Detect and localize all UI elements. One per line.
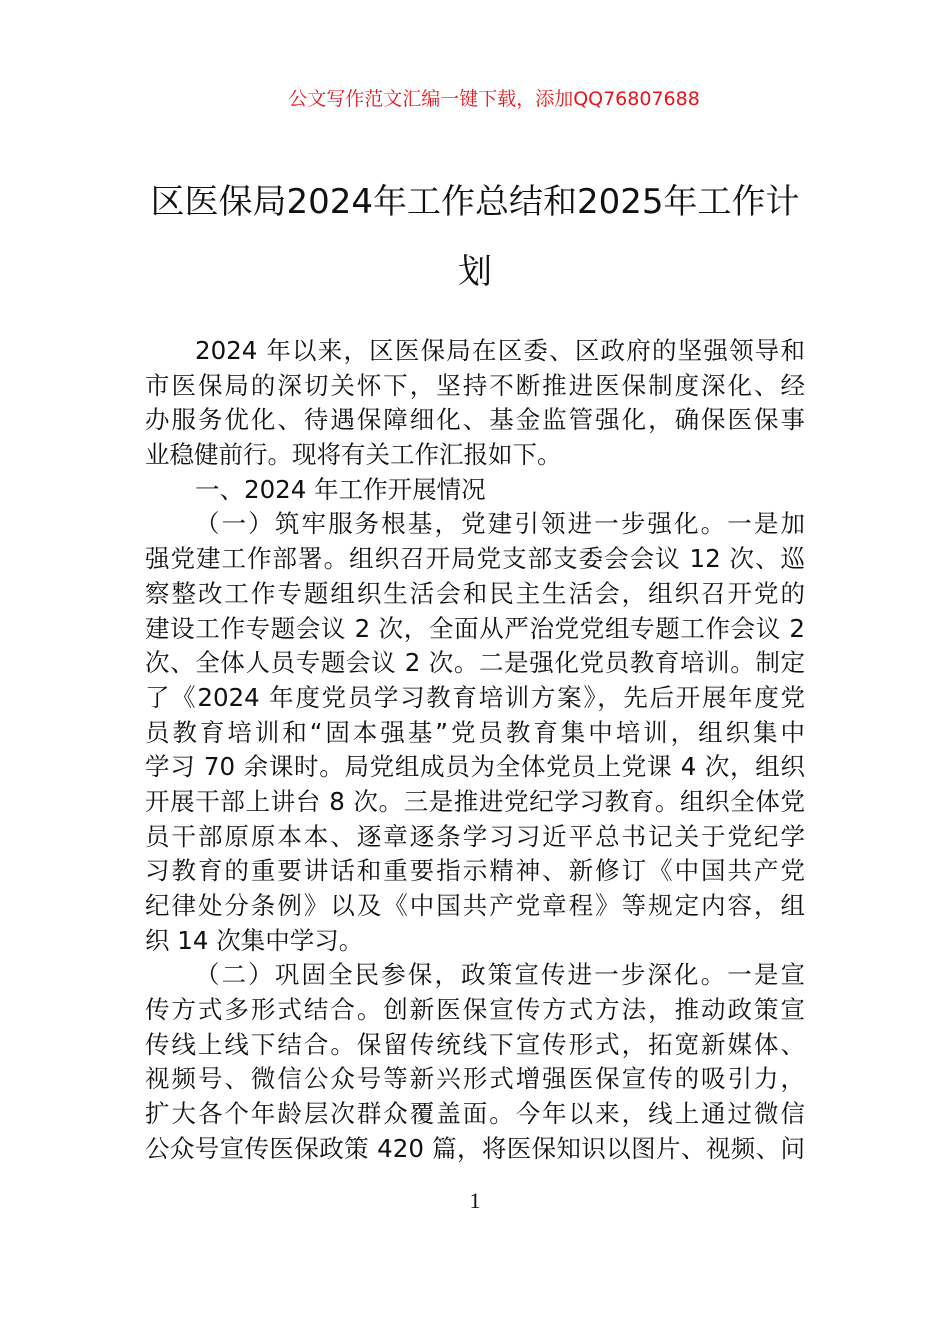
document-title: 区医保局2024年工作总结和2025年工作计 bbox=[150, 182, 800, 222]
body-text-line: 建设工作专题会议 2 次，全面从严治党党组专题工作会议 2 bbox=[145, 613, 805, 643]
document-title-continued: 划 bbox=[458, 252, 492, 292]
body-text-line: 传线上线下结合。保留传统线下宣传形式，拓宽新媒体、 bbox=[145, 1029, 805, 1059]
body-text-line: 开展干部上讲台 8 次。三是推进党纪学习教育。组织全体党 bbox=[145, 786, 805, 816]
body-text-line: 察整改工作专题组织生活会和民主生活会，组织召开党的 bbox=[145, 578, 805, 608]
body-text-line: 传方式多形式结合。创新医保宣传方式方法，推动政策宣 bbox=[145, 995, 805, 1025]
body-text-line: 2024 年以来，区医保局在区委、区政府的坚强领导和 bbox=[195, 336, 805, 365]
body-text-line: 扩大各个年龄层次群众覆盖面。今年以来，线上通过微信 bbox=[145, 1099, 805, 1129]
body-text-line: 员教育培训和“固本强基”党员教育集中培训，组织集中 bbox=[145, 717, 805, 747]
body-text-line: 视频号、微信公众号等新兴形式增强医保宣传的吸引力， bbox=[145, 1064, 805, 1094]
body-text-line: 市医保局的深切关怀下，坚持不断推进医保制度深化、经 bbox=[145, 370, 805, 400]
body-text-line: （一）筑牢服务根基，党建引领进一步强化。一是加 bbox=[195, 509, 805, 539]
body-text-line: 公众号宣传医保政策 420 篇，将医保知识以图片、视频、问 bbox=[145, 1133, 805, 1163]
document-body bbox=[145, 334, 805, 1167]
body-text-line: 学习 70 余课时。局党组成员为全体党员上党课 4 次，组织 bbox=[145, 752, 805, 782]
body-text-line: 织 14 次集中学习。 bbox=[145, 925, 364, 955]
body-text-line: 强党建工作部署。组织召开局党支部支委会会议 12 次、巡 bbox=[145, 544, 805, 574]
body-text-line: 业稳健前行。现将有关工作汇报如下。 bbox=[145, 440, 562, 470]
body-text-line: 了《2024 年度党员学习教育培训方案》，先后开展年度党 bbox=[145, 682, 805, 712]
body-text-line: 员干部原原本本、逐章逐条学习习近平总书记关于党纪学 bbox=[145, 821, 805, 851]
page-number: 1 bbox=[469, 1188, 481, 1213]
body-text-line: （二）巩固全民参保，政策宣传进一步深化。一是宣 bbox=[195, 960, 805, 990]
header-watermark: 公文写作范文汇编一键下载，添加QQ76807688 bbox=[288, 88, 700, 110]
body-text-line: 一、2024 年工作开展情况 bbox=[195, 474, 486, 504]
body-text-line: 次、全体人员专题会议 2 次。二是强化党员教育培训。制定 bbox=[145, 648, 805, 678]
body-text-line: 纪律处分条例》以及《中国共产党章程》等规定内容，组 bbox=[145, 891, 805, 920]
body-text-line: 办服务优化、待遇保障细化、基金监管强化，确保医保事 bbox=[145, 405, 805, 435]
body-text-line: 习教育的重要讲话和重要指示精神、新修订《中国共产党 bbox=[145, 856, 805, 886]
